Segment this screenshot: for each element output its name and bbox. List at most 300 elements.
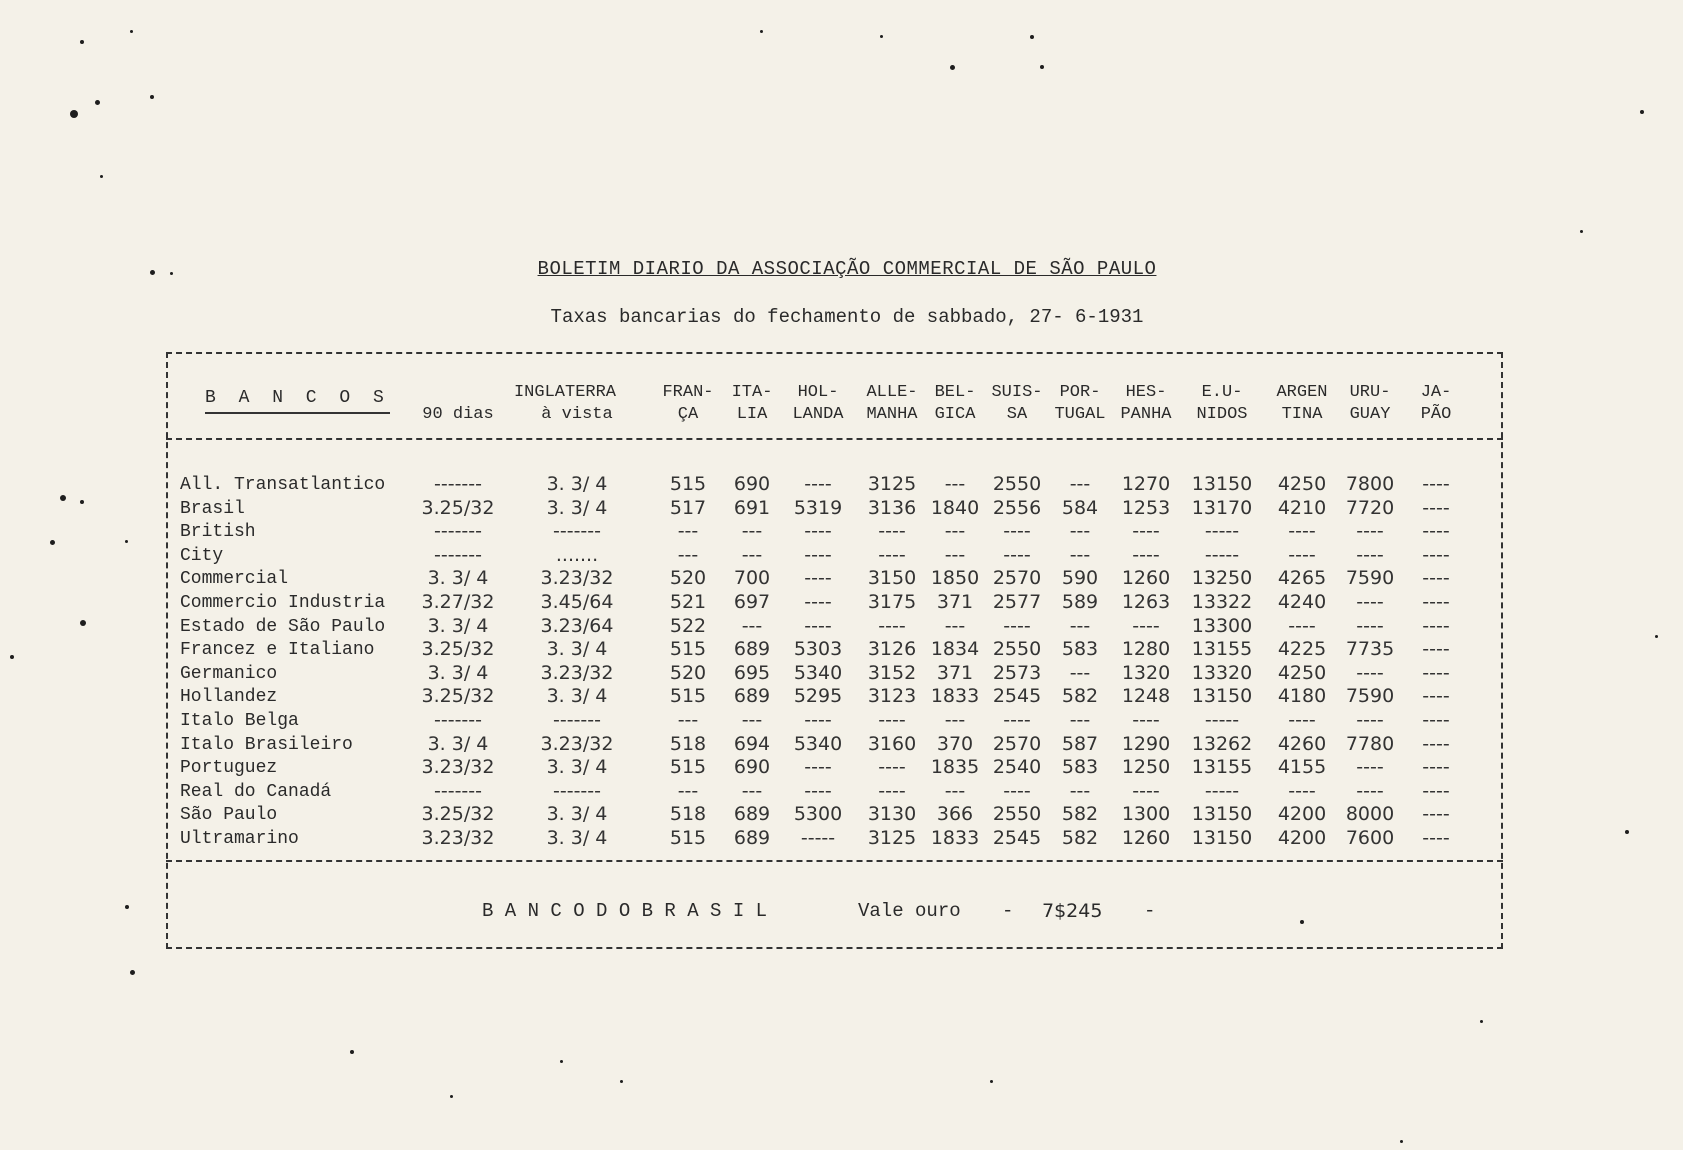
rate-cell: 2545 [992,827,1042,849]
column-header [1183,382,1261,426]
paper-speck [60,495,66,501]
paper-speck [70,110,78,118]
paper-speck [130,970,135,975]
column-header-line2: LANDA [792,405,844,424]
rate-cell: 13150 [1191,685,1253,708]
rate-cell: 1253 [1121,496,1171,519]
rate-cell: ---- [1288,779,1316,802]
column-header-line2: GUAY [1349,405,1391,424]
rate-cell: 7720 [1345,496,1395,519]
rate-cell: 590 [1061,567,1099,590]
rate-cell: 515 [669,827,707,849]
rate-cell: --- [677,779,699,802]
rate-cell: ---- [1422,473,1450,495]
rate-cell: 4250 [1277,661,1327,684]
rate-cell: ---- [1356,614,1384,637]
rate-cell: ---- [878,756,906,779]
column-header [1048,382,1112,426]
paper-speck [10,655,14,659]
rate-cell: 3.23/32 [540,732,614,755]
rate-cell: 520 [669,567,707,590]
paper-speck [130,30,133,33]
rate-cell: 3. 3/ 4 [546,756,608,779]
bank-name: Hollandez [180,687,278,708]
rate-cell: ------- [553,779,601,802]
rate-cell: ---- [1422,638,1450,661]
rate-cell: 2550 [992,473,1042,495]
rate-cell: ---- [878,543,906,566]
paper-speck [150,95,154,99]
rate-cell: 3. 3/ 4 [427,732,489,755]
rate-cell: 515 [669,638,707,661]
bank-name: Brasil [180,498,245,519]
rate-cell: 583 [1061,756,1099,779]
rate-cell: 2556 [992,496,1042,519]
rate-cell: 3136 [867,496,917,519]
rate-cell: ---- [1132,779,1160,802]
rate-cell: ------- [553,709,601,731]
column-header-line2: TUGAL [1054,405,1106,424]
column-header-line2: PANHA [1120,405,1172,424]
paper-speck [450,1095,453,1098]
rate-cell: ---- [1288,520,1316,543]
column-header-line2: à vista [541,405,613,424]
bank-name: Germanico [180,663,278,684]
column-header [1408,382,1464,426]
rate-cell: 690 [733,756,771,779]
header-divider [166,438,1503,440]
footer-dash: - [1002,900,1014,922]
rate-cell: ----- [1204,543,1240,566]
rate-cell: 3123 [867,685,917,708]
rate-cell: ---- [1422,496,1450,519]
rate-cell: 1833 [930,685,980,708]
rate-cell: ---- [804,756,832,779]
rate-cell: 7590 [1345,685,1395,708]
rate-cell: 5340 [793,732,843,755]
rate-cell: 13262 [1191,732,1253,755]
rate-cell: ---- [1003,543,1031,566]
rate-cell: ---- [1422,709,1450,731]
rate-cell: 2550 [992,638,1042,661]
rate-cell: 3.23/32 [540,567,614,590]
rate-cell: ---- [1422,779,1450,802]
rate-cell: 691 [733,496,771,519]
rate-cell: 584 [1061,496,1099,519]
rate-cell: ---- [804,614,832,637]
rate-cell: --- [1069,614,1091,637]
column-header-line1: E.U- [1201,383,1243,402]
rate-cell: 4250 [1277,473,1327,495]
rate-cell: 1835 [930,756,980,779]
rate-cell: --- [1069,473,1091,495]
rate-cell: 13155 [1191,756,1253,779]
rate-cell: ------- [434,543,482,566]
footer-divider [166,860,1503,862]
rate-cell: 3.23/32 [421,756,495,779]
column-header-line2: PÃO [1420,405,1452,424]
column-header [985,382,1049,426]
rate-cell: ------- [434,473,482,495]
column-header [1267,382,1337,426]
bank-name: Commercio Industria [180,593,386,613]
footer-vale-label: Vale ouro [858,900,961,922]
rate-cell: 1260 [1121,567,1171,590]
rate-cell: 4210 [1277,496,1327,519]
rate-cell: 13150 [1191,827,1253,849]
bank-name: City [180,545,224,566]
paper-speck [990,1080,993,1083]
rate-cell: ---- [1422,661,1450,684]
paper-speck [100,175,103,178]
rate-cell: 518 [669,803,707,826]
column-header [722,382,782,426]
rate-cell: ----- [1204,709,1240,731]
rate-cell: 1840 [930,496,980,519]
rate-cell: 5319 [793,496,843,519]
rate-cell: ---- [1003,520,1031,543]
rate-cell: 689 [733,803,771,826]
rate-cell: 3. 3/ 4 [546,496,608,519]
column-header-line2: GICA [934,405,976,424]
rate-cell: 515 [669,685,707,708]
rate-cell: 583 [1061,638,1099,661]
rate-cell: --- [944,779,966,802]
rate-cell: 689 [733,827,771,849]
rate-cell: 366 [936,803,974,826]
column-header-line1: SUIS- [991,383,1043,402]
rate-cell: --- [677,709,699,731]
column-header-line2: TINA [1281,405,1323,424]
rate-cell: 5300 [793,803,843,826]
footer-vale-value: 7$245 [1042,900,1103,922]
rate-cell: 3. 3/ 4 [546,473,608,495]
column-header-line1: HES- [1125,383,1167,402]
rate-cell: ---- [1003,779,1031,802]
rate-cell: 13320 [1191,661,1253,684]
rate-cell: 3.23/64 [540,614,614,637]
rate-cell: 13300 [1191,614,1253,637]
rate-cell: 3150 [867,567,917,590]
rate-cell: 13322 [1191,591,1253,613]
rate-cell: ....... [555,543,599,566]
rate-cell: 3125 [867,827,917,849]
column-header [1337,382,1403,426]
document-title: BOLETIM DIARIO DA ASSOCIAÇÃO COMMERCIAL DE SÃO PAULO [537,258,1157,280]
rate-cell: 7800 [1345,473,1395,495]
bank-name: Commercial [180,569,289,590]
column-header-line1: ARGEN [1276,383,1328,402]
rate-cell: 2545 [992,685,1042,708]
rate-cell: 370 [936,732,974,755]
rate-cell: 13155 [1191,638,1253,661]
column-header-line2: 90 dias [422,405,494,424]
paper-speck [1655,635,1658,638]
rate-cell: ---- [1422,827,1450,849]
rate-cell: 515 [669,473,707,495]
rate-cell: ---- [1356,591,1384,613]
column-header-line1: FRAN- [662,383,714,402]
rate-cell: 7780 [1345,732,1395,755]
rate-cell: 371 [936,591,974,613]
paper-speck [80,620,86,626]
rate-cell: ---- [1422,803,1450,826]
column-header-line2: LIA [736,405,768,424]
rate-cell: 3.25/32 [421,685,495,708]
rate-cell: ---- [804,543,832,566]
rate-cell: 3160 [867,732,917,755]
rate-cell: 694 [733,732,771,755]
rate-cell: 3.25/32 [421,803,495,826]
rate-cell: 4225 [1277,638,1327,661]
rate-cell: 690 [733,473,771,495]
rate-cell: 5303 [793,638,843,661]
rate-cell: 517 [669,496,707,519]
rate-cell: 689 [733,638,771,661]
rate-cell: ---- [1288,709,1316,731]
paper-speck [1040,65,1044,69]
column-header [925,382,985,426]
rate-cell: 689 [733,685,771,708]
bank-name: Italo Brasileiro [180,734,353,755]
bank-name: Italo Belga [180,711,299,731]
rate-cell: ------- [434,709,482,731]
paper-speck [80,40,84,44]
rate-cell: 3.27/32 [421,591,495,613]
rate-cell: --- [944,543,966,566]
rate-cell: --- [677,543,699,566]
rate-cell: ---- [1422,520,1450,543]
paper-speck [620,1080,623,1083]
rate-cell: ---- [1356,520,1384,543]
column-header-line2: SA [1006,405,1028,424]
rate-cell: ---- [1288,614,1316,637]
paper-speck [350,1050,354,1054]
rate-cell: ---- [804,709,832,731]
rate-cell: 3. 3/ 4 [427,567,489,590]
rate-cell: 13250 [1191,567,1253,590]
inglaterra-group-header: INGLATERRA [513,383,617,402]
rate-cell: ---- [1132,543,1160,566]
rate-cell: ---- [1003,709,1031,731]
rate-cell: 4265 [1277,567,1327,590]
bank-name: São Paulo [180,805,278,826]
document-subtitle: Taxas bancarias do fechamento de sabbado, 27- 6-1931 [550,306,1144,328]
rate-cell: 4155 [1277,756,1327,779]
paper-speck [1400,1140,1403,1143]
rate-cell: 1263 [1121,591,1171,613]
rate-cell: 2573 [992,661,1042,684]
footer-dash-trailing: - [1144,900,1156,922]
rate-cell: --- [741,520,763,543]
rate-cell: ------- [553,520,601,543]
rate-cell: 371 [936,661,974,684]
paper-speck [1640,110,1644,114]
rate-cell: --- [1069,779,1091,802]
column-header [784,382,852,426]
rate-cell: 3.25/32 [421,638,495,661]
rate-cell: --- [944,614,966,637]
column-header-line1: URU- [1349,383,1391,402]
rate-cell: 2570 [992,732,1042,755]
rate-cell: 1250 [1121,756,1171,779]
rate-cell: 1270 [1121,473,1171,495]
rate-cell: ----- [800,827,836,849]
rate-cell: 1300 [1121,803,1171,826]
paper-speck [170,272,173,275]
rate-cell: --- [944,473,966,495]
rate-cell: ------- [434,779,482,802]
footer-bank-label: B A N C O D O B R A S I L [482,900,768,922]
column-header [656,382,720,426]
rate-cell: 7735 [1345,638,1395,661]
rate-cell: 1833 [930,827,980,849]
paper-speck [1580,230,1583,233]
column-header-line2: MANHA [866,405,918,424]
rate-cell: 3130 [867,803,917,826]
rate-cell: 697 [733,591,771,613]
rate-cell: 4200 [1277,827,1327,849]
bank-name: Portuguez [180,758,278,779]
paper-speck [95,100,100,105]
paper-speck [760,30,763,33]
rate-cell: ---- [1003,614,1031,637]
rate-cell: 4200 [1277,803,1327,826]
rate-cell: ---- [804,567,832,590]
rate-cell: --- [1069,709,1091,731]
bank-name: British [180,522,256,543]
bank-name: All. Transatlantico [180,475,386,495]
rate-cell: 3. 3/ 4 [546,803,608,826]
paper-speck [950,65,955,70]
rate-cell: --- [1069,661,1091,684]
rate-cell: 5340 [793,661,843,684]
column-header [403,404,513,426]
rate-cell: ---- [804,473,832,495]
rate-cell: --- [944,520,966,543]
rate-cell: 3. 3/ 4 [546,638,608,661]
rate-cell: 522 [669,614,707,637]
rate-cell: ---- [1422,567,1450,590]
rate-cell: 3152 [867,661,917,684]
rate-cell: 582 [1061,803,1099,826]
rate-cell: 582 [1061,827,1099,849]
rate-cell: 8000 [1345,803,1395,826]
rate-cell: ---- [878,520,906,543]
rate-cell: 7590 [1345,567,1395,590]
rate-cell: 589 [1061,591,1099,613]
rate-cell: 2577 [992,591,1042,613]
rate-cell: 3.45/64 [540,591,614,613]
column-header [856,382,928,426]
paper-speck [1625,830,1629,834]
paper-speck [1480,1020,1483,1023]
rate-cell: 7600 [1345,827,1395,849]
rate-cell: ---- [1132,614,1160,637]
rate-cell: ---- [804,520,832,543]
column-header-line1: ITA- [731,383,773,402]
rate-cell: 3.25/32 [421,496,495,519]
rate-cell: 518 [669,732,707,755]
rate-cell: ---- [1356,661,1384,684]
rate-cell: ---- [878,709,906,731]
rate-cell: 700 [733,567,771,590]
rate-cell: 1320 [1121,661,1171,684]
rate-cell: ------- [434,520,482,543]
rate-cell: ---- [1356,543,1384,566]
paper-speck [1030,35,1034,39]
paper-speck [80,500,84,504]
rate-cell: 3126 [867,638,917,661]
rate-cell: 1850 [930,567,980,590]
bank-name: Estado de São Paulo [180,616,386,637]
rate-cell: 3. 3/ 4 [427,614,489,637]
rate-cell: ---- [804,779,832,802]
bank-name: Real do Canadá [180,781,332,802]
rate-cell: --- [944,709,966,731]
rate-cell: ---- [1422,543,1450,566]
rate-cell: ---- [1422,591,1450,613]
rate-cell: 587 [1061,732,1099,755]
rate-cell: ---- [1422,685,1450,708]
rate-cell: 695 [733,661,771,684]
paper-speck [880,35,883,38]
rate-cell: ---- [1422,756,1450,779]
rate-cell: 13150 [1191,473,1253,495]
rate-cell: --- [1069,520,1091,543]
rate-cell: ---- [1356,756,1384,779]
rate-cell: 13150 [1191,803,1253,826]
rate-cell: --- [1069,543,1091,566]
rate-cell: 4240 [1277,591,1327,613]
rate-cell: ----- [1204,779,1240,802]
column-header [522,404,632,426]
rate-cell: ---- [1422,732,1450,755]
column-header-line1: POR- [1059,383,1101,402]
rate-cell: 4260 [1277,732,1327,755]
paper-speck [150,270,155,275]
rate-cell: ----- [1204,520,1240,543]
column-header [1113,382,1179,426]
paper-speck [50,540,55,545]
column-header-line1: ALLE- [866,383,918,402]
bank-name: Francez e Italiano [180,640,375,661]
column-header-line1: JA- [1420,383,1452,402]
rate-cell: 2550 [992,803,1042,826]
bank-name: Ultramarino [180,829,299,849]
rate-cell: 13170 [1191,496,1253,519]
rate-cell: ---- [1356,709,1384,731]
rate-cell: 1248 [1121,685,1171,708]
rate-cell: ---- [878,614,906,637]
rate-cell: 521 [669,591,707,613]
rate-cell: --- [741,614,763,637]
rate-cell: 3. 3/ 4 [546,827,608,849]
rate-cell: 1260 [1121,827,1171,849]
rate-cell: 1834 [930,638,980,661]
column-header-line2: ÇA [677,405,699,424]
rate-cell: 1290 [1121,732,1171,755]
paper-speck [560,1060,563,1063]
rate-cell: 515 [669,756,707,779]
column-header-line1: BEL- [934,383,976,402]
rate-cell: 3. 3/ 4 [546,685,608,708]
rate-cell: 1280 [1121,638,1171,661]
rate-cell: 3.23/32 [421,827,495,849]
rate-cell: ---- [1132,520,1160,543]
rate-cell: 3175 [867,591,917,613]
paper-speck [125,540,128,543]
